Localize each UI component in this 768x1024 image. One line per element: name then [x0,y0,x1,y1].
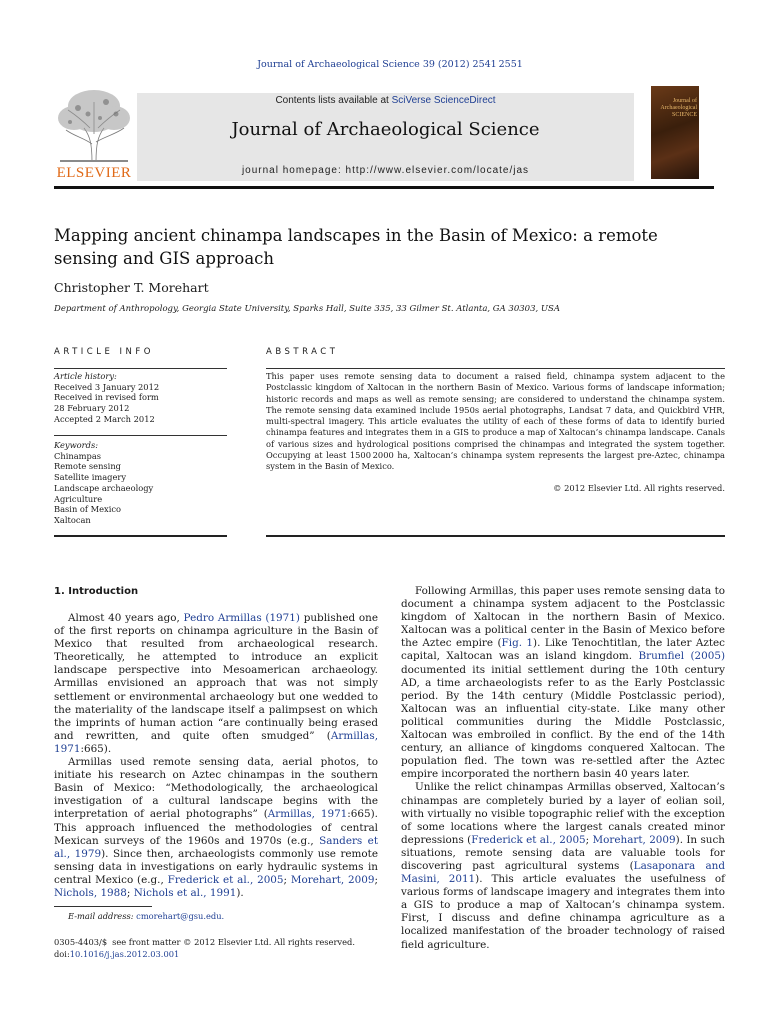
journal-banner [137,93,634,181]
body-paragraph [54,612,378,756]
citation-link[interactable]: Fig. 1 [501,637,534,650]
keyword-item[interactable]: Satellite imagery [54,472,127,483]
journal-reference[interactable]: Journal of Archaeological Science 39 (2012) 2541 2551 [257,59,523,70]
body-text: ). In such situations, remote sensing data are valuable tools for discovering past agricultural systems ( [401,833,725,872]
citation-link[interactable]: Morehart, 2009 [592,833,676,846]
footnote-divider [54,906,152,907]
journal-cover-image[interactable] [651,86,699,179]
header-rule [54,186,714,189]
citation-link[interactable]: Nichols, 1988 [54,886,127,899]
body-text: ). Like Tenochtitlan, the later Aztec capital, Xaltocan was an island kingdom. [401,637,725,663]
citation-link[interactable]: Lasaponara and Masini, 2011 [401,859,726,886]
citation-link[interactable]: Brumfiel (2005) [638,650,725,663]
body-text: Armillas used remote sensing data, aerial photos, to initiate his research on Aztec chinampas in the southern Basin of Mexico: “Methodologically, the archaeological investigation of a cultural landscape begins with the interpretation of aerial photographs” ( [54,756,378,821]
contents-line [137,95,634,106]
citation-link[interactable]: Armillas, 1971 [267,808,348,821]
author-name[interactable]: Christopher T. Morehart [54,280,209,295]
journal-header [54,84,714,184]
body-paragraph [54,756,378,900]
divider [54,535,227,537]
doi-link[interactable]: 10.1016/j.jas.2012.03.001 [69,949,180,959]
abstract-copyright: © 2012 Elsevier Ltd. All rights reserved. [553,483,725,493]
journal-homepage-link[interactable]: journal homepage: http://www.elsevier.com/locate/jas [241,165,530,176]
citation-link[interactable]: Nichols et al., 1991 [133,886,237,899]
body-text: published one of the first reports on chinampa agriculture in the Basin of Mexico that resulted from archaeological research. Theoretically, he attempted to introduce an explicit landscape perspective into Mesoamerican archaeology. Armillas envisioned an approach that was not simply settlement or environmental archaeology but one wedded to the materiality of the landscape itself a palimpsest on which the imprints of human action “are continually being erased and rewritten, and quite often smudged” ( [54,612,378,742]
contents-prefix: Contents lists available at [275,95,392,106]
body-text: documented its initial settlement during the 10th century AD, a time archaeologists refer to as the Early Postclassic period. By the 14th century (Middle Postclassic period), Xaltocan was an influential city-state. Like many other political communities during the Middle Postclassic, Xaltocan was embroiled in conflict. By the end of the 14th century, an alliance of kingdoms conquered Xaltocan. The population fled. The town was re-settled after the Aztec empire incorporated the northern basin 40 years later. [401,663,725,781]
history-line: Received in revised form [54,392,159,403]
divider [266,535,725,537]
email-label: E-mail address: [68,911,137,921]
body-column-right [401,585,725,952]
divider [54,435,227,436]
body-paragraph [401,585,725,781]
body-paragraph [401,781,725,951]
history-label: Article history: [54,371,117,381]
keyword-item[interactable]: Remote sensing [54,461,121,472]
body-column-left [54,612,378,900]
keyword-item[interactable]: Xaltocan [54,514,91,525]
issn-doi [54,936,355,960]
abstract-text: This paper uses remote sensing data to document a raised field, chinampa system adjacent to the Postclassic kingdom of Xaltocan in the northern Basin of Mexico. Various forms of landscape information; historic records and maps as well as remote sensing; are considered to understand the chinampa system. The remote sensing data examined include 1950s aerial photographs, Landsat 7 data, and Quickbird VHR, multi-spectral imagery. This article evaluates the utility of each of these forms of data to identify buried chinampa features and integrates them in a GIS to produce a map of Xaltocan’s chinampa landscape. Canals of various sizes and hydrological positions comprised the chinampas and integrated the system together. Occupying at least 1500 2000 ha, Xaltocan’s chinampa system represents the largest pre-Aztec, chinampa system in the Basin of Mexico. [266,371,725,472]
keywords [54,440,229,526]
author-email-footnote [68,911,224,921]
divider [266,368,725,369]
divider [54,368,227,369]
body-text: :665). This approach influenced the methodologies of central Mexican surveys of the 1960s and 1970s (e.g., [54,808,378,847]
sciencedirect-link[interactable]: SciVerse ScienceDirect [391,95,496,106]
doi-line [54,948,355,960]
citation-link[interactable]: Sanders et al., 1979 [54,834,378,860]
body-text: Following Armillas, this paper uses remote sensing data to document a chinampa system adjacent to the Postclassic kingdom of Xaltocan in the northern Basin of Mexico. Xaltocan was a political center in the Basin of Mexico before the Aztec empire ( [401,585,725,650]
keyword-item[interactable]: Agriculture [54,493,103,504]
citation-link[interactable]: Frederick et al., 2005 [471,833,586,846]
body-text: ; [585,833,593,846]
history-line: Received 3 January 2012 [54,381,160,392]
article-title: Mapping ancient chinampa landscapes in the Basin of Mexico: a remote sensing and GIS approach [54,226,658,268]
body-text: ; [374,873,378,886]
elsevier-wordmark: ELSEVIER [56,165,132,181]
section-heading-introduction: 1. Introduction [54,586,139,597]
body-text: :665). [80,742,112,755]
doi-prefix: doi: [54,949,70,959]
citation-link[interactable]: Morehart, 2009 [290,873,375,886]
tree-logo-icon [54,84,134,164]
keywords-label: Keywords: [54,440,99,450]
cover-title: Journal of Archaeological SCIENCE [660,98,697,118]
citation-link[interactable]: Frederick et al., 2005 [167,873,284,886]
journal-title: Journal of Archaeological Science [231,119,540,140]
citation-link[interactable]: Pedro Armillas (1971) [183,612,300,624]
abstract-heading: ABSTRACT [266,347,339,357]
body-text: ). [236,886,244,899]
elsevier-logo[interactable] [54,84,134,184]
keyword-item[interactable]: Basin of Mexico [54,504,122,515]
keyword-item[interactable]: Chinampas [54,450,102,461]
body-text: Unlike the relict chinampas Armillas observed, Xaltocan’s chinampas are completely buried by a layer of eolian soil, with virtually no visible topographic relief with the exception of some locations where the largest canals created minor depressions ( [401,781,725,846]
author-email-link[interactable]: cmorehart@gsu.edu. [136,911,225,921]
history-line: 28 February 2012 [54,403,130,414]
article-history [54,371,229,425]
history-line: Accepted 2 March 2012 [54,413,155,424]
body-text: ). This article evaluates the usefulness of various forms of landscape imagery and integrates them into a GIS to produce a map of Xaltocan’s chinampa system. First, I discuss and define chinampa agriculture as a localized manifestation of the broader technology of raised field agriculture. [401,873,725,951]
keyword-item[interactable]: Landscape archaeology [54,482,154,493]
author-affiliation: Department of Anthropology, Georgia State University, Sparks Hall, Suite 335, 33 Gilmer St. Atlanta, GA 30303, USA [54,304,561,314]
body-text: ). Since then, archaeologists commonly use remote sensing data in investigations on early hydraulic systems in central Mexico (e.g., [54,847,378,886]
issn-line: 0305-4403/$ see front matter © 2012 Elsevier Ltd. All rights reserved. [54,937,355,947]
body-text: ; [283,873,291,886]
article-info-heading: ARTICLE INFO [54,347,154,357]
body-text: ; [126,886,134,899]
body-text: Almost 40 years ago, [68,612,184,624]
citation-link[interactable]: Armillas, 1971 [54,729,378,755]
